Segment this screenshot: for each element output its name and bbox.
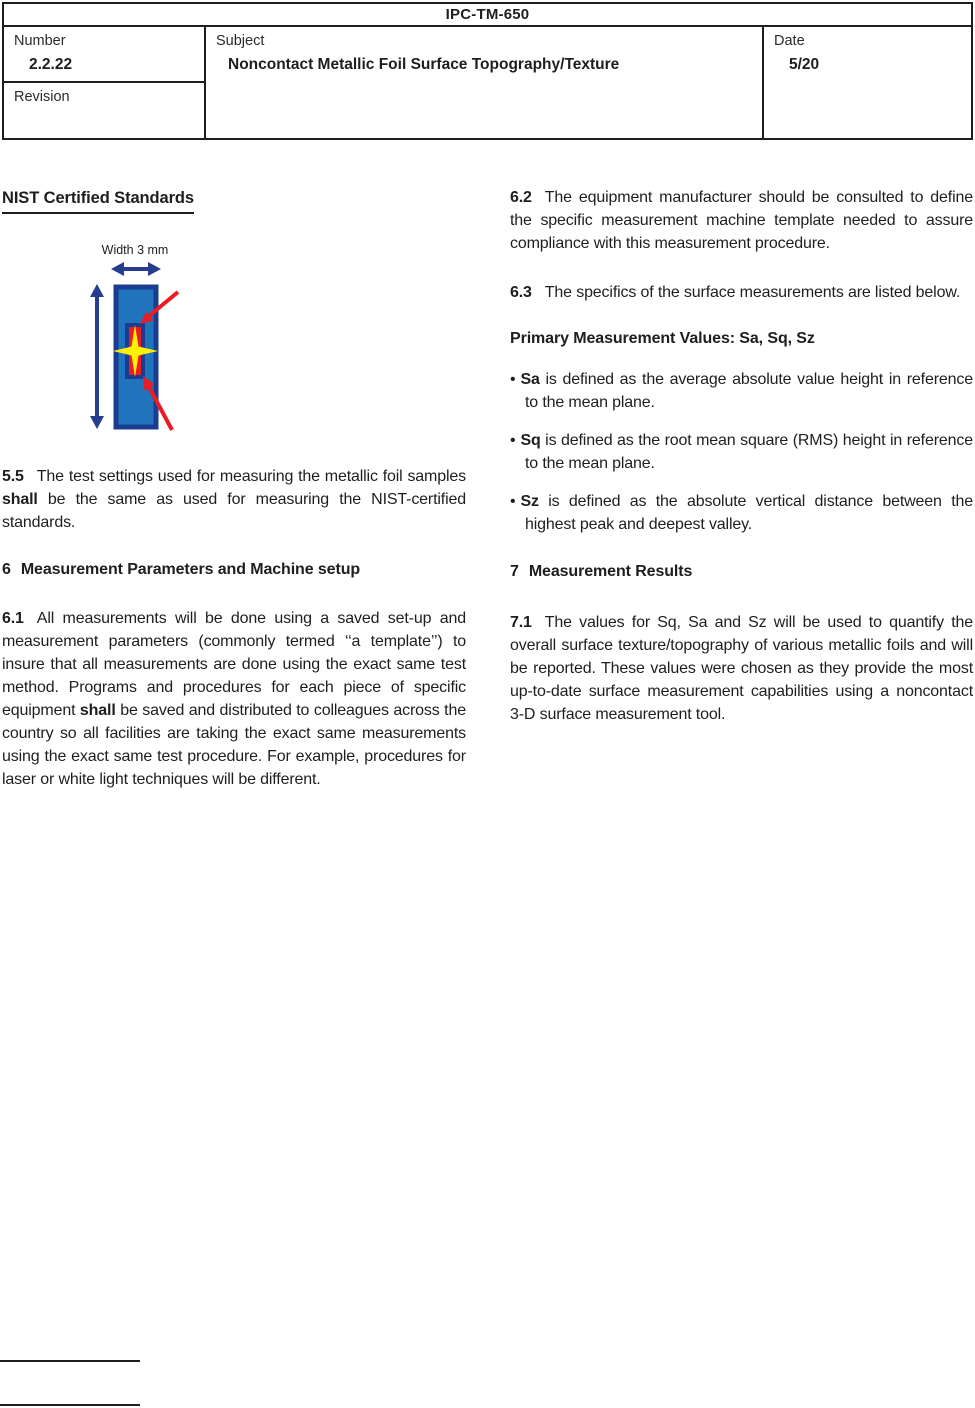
term-sq: Sq xyxy=(520,432,541,449)
term-sz: Sz xyxy=(520,493,539,510)
heading-text: Measurement Parameters and Machine setup xyxy=(20,561,361,578)
heading-text: Measurement Results xyxy=(528,563,693,580)
section-7-1-paragraph xyxy=(510,611,973,726)
section-number: 5.5 xyxy=(2,468,24,485)
paragraph-text: be the same as used for measuring the NIST-certified standards. xyxy=(2,491,466,531)
section-7-heading xyxy=(510,562,973,582)
section-number: 6.2 xyxy=(510,189,532,206)
header-table xyxy=(2,2,973,140)
right-column xyxy=(510,186,973,726)
section-6-1-paragraph xyxy=(2,607,466,791)
header-columns xyxy=(4,27,971,138)
subject-cell xyxy=(206,27,764,138)
height-double-arrow-icon xyxy=(90,284,104,429)
list-item-sa xyxy=(510,368,973,414)
bold-term-shall: shall xyxy=(79,702,116,719)
section-number: 6 xyxy=(2,561,11,578)
bullet-icon: • xyxy=(510,371,516,388)
footnote-rule-top xyxy=(0,1360,140,1362)
measurement-values-list xyxy=(510,368,973,536)
date-cell xyxy=(764,27,971,138)
nist-standards-heading: NIST Certified Standards xyxy=(2,189,194,214)
section-5-5-paragraph xyxy=(2,465,466,534)
width-double-arrow-icon xyxy=(111,262,161,276)
paragraph-text: The specifics of the surface measurements are listed below. xyxy=(544,284,961,301)
section-number: 6.3 xyxy=(510,284,532,301)
figure-width-label: Width 3 mm xyxy=(101,243,169,257)
paragraph-text: The values for Sq, Sa and Sz will be used to quantify the overall surface texture/topography of various metallic foils and will be reported. These values were chosen as they provide the most up-to-date surface measurement capabilities using a noncontact 3-D surface measurement tool. xyxy=(510,614,973,723)
primary-values-heading: Primary Measurement Values: Sa, Sq, Sz xyxy=(510,330,815,347)
subject-value: Noncontact Metallic Foil Surface Topography/Texture xyxy=(228,56,620,73)
paragraph-text: be saved and distributed to colleagues across the country so all facilities are taking the exact same measurements using the exact same test procedure. For example, procedures for laser or white light techniques will be different. xyxy=(2,702,466,788)
term-sa: Sa xyxy=(520,371,540,388)
number-label: Number xyxy=(14,33,66,49)
number-cell xyxy=(4,27,204,83)
section-number: 7.1 xyxy=(510,614,532,631)
section-6-heading xyxy=(2,560,466,580)
list-item-sq xyxy=(510,429,973,475)
section-number: 6.1 xyxy=(2,610,24,627)
section-number: 7 xyxy=(510,563,519,580)
bullet-icon: • xyxy=(510,493,516,510)
number-value: 2.2.22 xyxy=(29,56,73,73)
nist-standard-figure xyxy=(78,236,466,447)
bullet-text: is defined as the root mean square (RMS) height in reference to the mean plane. xyxy=(525,432,973,472)
date-label: Date xyxy=(774,33,805,49)
bullet-icon: • xyxy=(510,432,516,449)
paragraph-text: The test settings used for measuring the metallic foil samples xyxy=(36,468,466,485)
doc-title: IPC-TM-650 xyxy=(4,4,971,27)
number-column xyxy=(4,27,206,138)
date-value: 5/20 xyxy=(789,56,820,73)
nist-standard-figure-svg xyxy=(78,236,200,442)
bold-term-shall: shall xyxy=(2,491,38,508)
bullet-text: is defined as the average absolute value height in reference to the mean plane. xyxy=(525,371,973,411)
revision-cell xyxy=(4,83,204,138)
list-item-sz xyxy=(510,490,973,536)
paragraph-text: The equipment manufacturer should be consulted to define the specific measurement machine template needed to assure compliance with this measurement procedure. xyxy=(510,189,973,252)
left-column xyxy=(2,186,466,791)
paragraph-text: All measurements will be done using a saved set-up and measurement parameters (commonly termed ‘‘a template’’) to insure that all measurements are done using the exact same test method. Programs and procedures for each piece of specific equipment xyxy=(2,610,466,719)
bullet-text: is defined as the absolute vertical distance between the highest peak and deepest valley. xyxy=(525,493,973,533)
revision-label: Revision xyxy=(14,89,70,105)
section-6-3-paragraph xyxy=(510,281,973,304)
section-6-2-paragraph xyxy=(510,186,973,255)
subject-label: Subject xyxy=(216,33,265,49)
footnote-rule-bottom xyxy=(0,1404,140,1406)
